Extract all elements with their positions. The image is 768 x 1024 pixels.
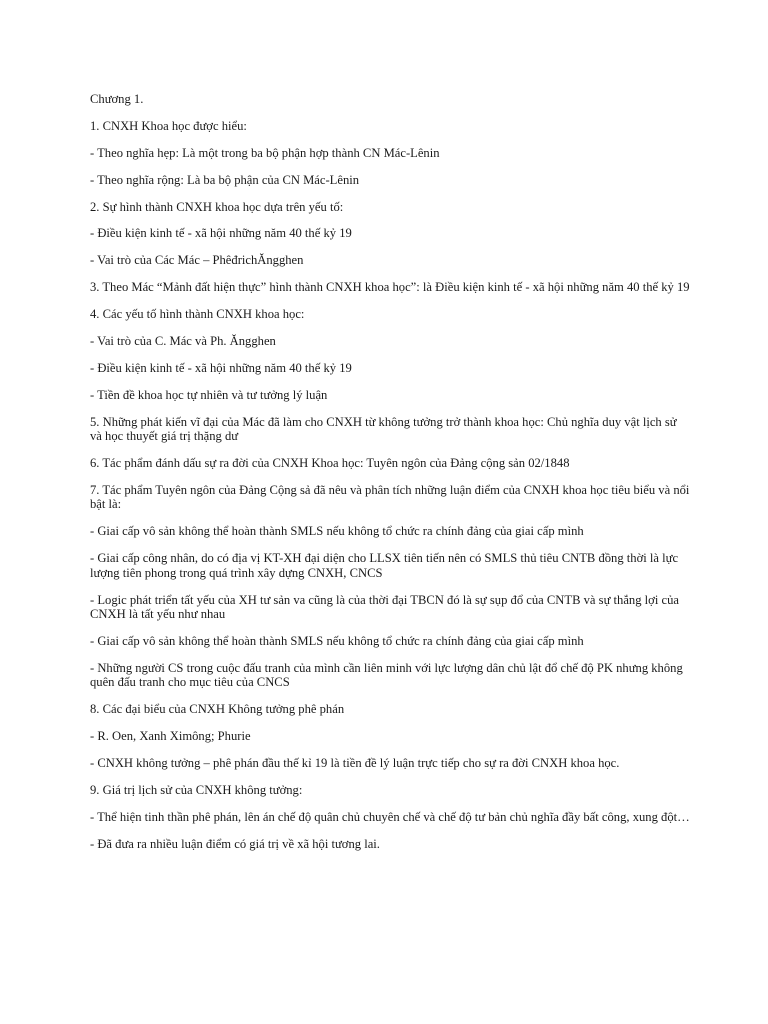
paragraph: - Theo nghĩa hẹp: Là một trong ba bộ phận hợp thành CN Mác-Lênin: [90, 145, 440, 160]
paragraph: - Điều kiện kinh tế - xã hội những năm 40 thế kỷ 19: [90, 226, 352, 241]
section-heading-2: 2. Sự hình thành CNXH khoa học dựa trên yếu tố:: [90, 199, 344, 214]
paragraph: - Vai trò của C. Mác và Ph. Ăngghen: [90, 334, 276, 349]
paragraph: - Tiền đề khoa học tự nhiên và tư tưởng lý luận: [90, 387, 328, 402]
paragraph: - Theo nghĩa rộng: Là ba bộ phận của CN Mác-Lênin: [90, 172, 360, 187]
paragraph: - Những người CS trong cuộc đấu tranh của mình cần liên minh với lực lượng dân chủ lật đổ chế độ PK nhưng không quên đấu tranh cho mục tiêu của CNCS: [90, 660, 683, 690]
section-heading-3: 3. Theo Mác “Mảnh đất hiện thực” hình thành CNXH khoa học”: là Điều kiện kinh tế - xã hội những năm 40 thế kỷ 19: [90, 280, 690, 295]
paragraph: - Điều kiện kinh tế - xã hội những năm 40 thế kỷ 19: [90, 360, 352, 375]
section-heading-4: 4. Các yếu tố hình thành CNXH khoa học:: [90, 307, 305, 322]
section-heading-7: 7. Tác phẩm Tuyên ngôn của Đảng Cộng sả đã nêu và phân tích những luận điểm của CNXH khoa học tiêu biểu và nổi bật là:: [90, 482, 690, 512]
paragraph: - Giai cấp vô sản không thể hoàn thành SMLS nếu không tổ chức ra chính đảng của giai cấp mình: [90, 524, 584, 539]
section-heading-1: 1. CNXH Khoa học được hiểu:: [90, 118, 247, 133]
section-heading-5: 5. Những phát kiến vĩ đại của Mác đã làm cho CNXH từ không tưởng trở thành khoa học: Chủ nghĩa duy vật lịch sử và học thuyết giá trị thặng dư: [90, 414, 677, 444]
chapter-heading: Chương 1.: [90, 92, 144, 106]
paragraph: - Thể hiện tinh thần phê phán, lên án chế độ quân chủ chuyên chế và chế độ tư bản chủ nghĩa đầy bất công, xung đột…: [90, 809, 690, 824]
section-heading-8: 8. Các đại biểu của CNXH Không tưởng phê phán: [90, 702, 345, 717]
paragraph: - Giai cấp vô sản không thể hoàn thành SMLS nếu không tổ chức ra chính đảng của giai cấp mình: [90, 634, 584, 649]
paragraph: - Vai trò của Các Mác – PhêđrichĂngghen: [90, 253, 304, 268]
paragraph: - R. Oen, Xanh Ximông; Phurie: [90, 729, 251, 744]
document-body: [90, 92, 690, 864]
section-heading-6: 6. Tác phẩm đánh dấu sự ra đời của CNXH Khoa học: Tuyên ngôn của Đảng cộng sản 02/1848: [90, 456, 570, 471]
paragraph: - Logic phát triển tất yếu của XH tư sản va cũng là của thời đại TBCN đó là sự sụp đổ của CNTB và sự thắng lợi của CNXH là tất yếu như nhau: [90, 592, 679, 622]
paragraph: - Đã đưa ra nhiều luận điểm có giá trị về xã hội tương lai.: [90, 836, 380, 851]
section-heading-9: 9. Giá trị lịch sử của CNXH không tưởng:: [90, 782, 303, 797]
paragraph: - Giai cấp công nhân, do có địa vị KT-XH đại diện cho LLSX tiên tiến nên có SMLS thủ tiêu CNTB đồng thời là lực lượng tiên phong trong quá trình xây dựng CNXH, CNCS: [90, 551, 679, 580]
paragraph: - CNXH không tưởng – phê phán đầu thế kỉ 19 là tiền đề lý luận trực tiếp cho sự ra đời CNXH khoa học.: [90, 756, 620, 771]
